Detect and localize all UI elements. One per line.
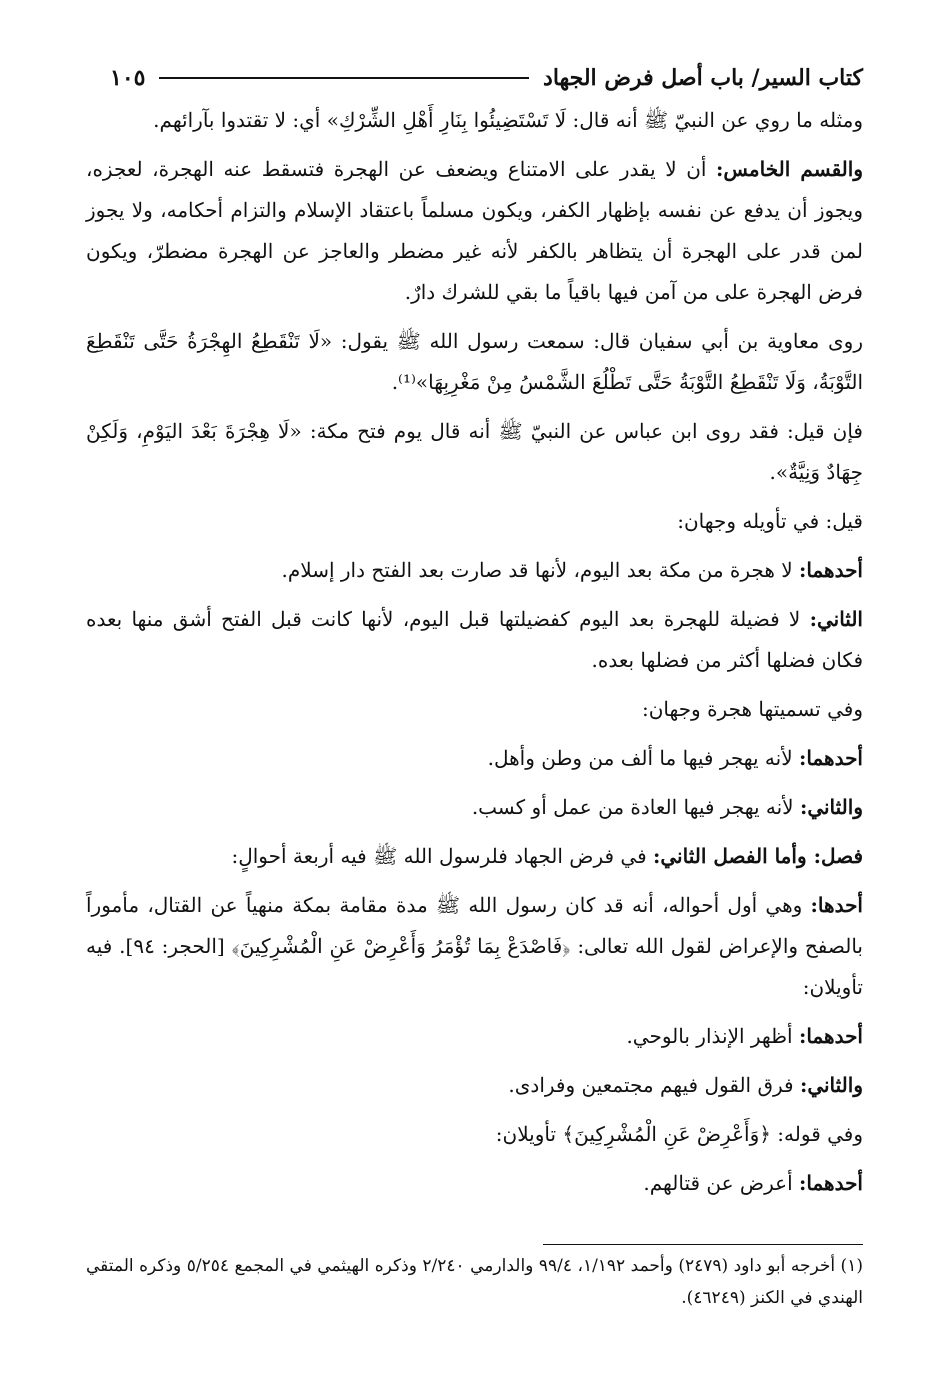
paragraph-lead: فصل: وأما الفصل الثاني: [653,844,863,868]
page-body [86,100,863,1212]
paragraph-text: في فرض الجهاد فلرسول الله ﷺ فيه أربعة أحوالٍ: [231,844,653,868]
paragraph [86,1016,863,1057]
paragraph-text: أن لا يقدر على الامتناع ويضعف عن الهجرة فتسقط عنه الهجرة، لعجزه، ويجوز أن يدفع عن نفسه بإظهار الكفر، ويكون مسلماً باعتقاد الإسلام والتزام أحكامه، ولا يجوز لمن قدر على الهجرة أن يتظاهر بالكفر لأنه غير مضطر والعاجز عن الهجرة مضطرّ، ويكون فرض الهجرة على من آمن فيها باقياً ما بقي للشرك دارٌ. [86,157,863,304]
paragraph-text: لا فضيلة للهجرة بعد اليوم كفضيلتها قبل اليوم، لأنها كانت قبل الفتح أشق منها بعده فكان فضلها أكثر من فضلها بعده. [86,607,863,672]
paragraph [86,885,863,1008]
paragraph [86,738,863,779]
paragraph-lead: والثاني: [799,795,863,819]
paragraph-text: قيل: في تأويله وجهان: [677,509,863,533]
paragraph-text: أعرض عن قتالهم. [643,1171,799,1195]
paragraph-text: فإن قيل: فقد روى ابن عباس عن النبيّ ﷺ أنه قال يوم فتح مكة: «لَا هِجْرَةَ بَعْدَ اليَوْمِ، وَلَكِنْ جِهَادٌ وَنِيَّةٌ». [86,419,863,484]
paragraph [86,321,863,403]
paragraph-lead: أحدهما: [798,746,863,770]
paragraph [86,836,863,877]
paragraph [86,411,863,493]
paragraph [86,100,863,141]
paragraph-text: وفي قوله: ﴿وَأَعْرِضْ عَنِ الْمُشْرِكِينَ﴾ تأويلان: [495,1122,863,1146]
paragraph-lead: والثاني: [799,1073,863,1097]
paragraph [86,689,863,730]
paragraph-text: روى معاوية بن أبي سفيان قال: سمعت رسول الله ﷺ يقول: «لَا تَنْقَطِعُ الهِجْرَةُ حَتَّى تَنْقَطِعَ التَّوْبَةُ، وَلَا تَنْقَطِعُ التَّوْبَةُ حَتَّى تَطْلُعَ الشَّمْسُ مِنْ مَغْرِبِهَا»⁽¹⁾. [86,329,863,394]
paragraph [86,787,863,828]
paragraph-lead: أحدها: [810,893,863,917]
paragraph-text: وفي تسميتها هجرة وجهان: [641,697,863,721]
paragraph-text: لأنه يهجر فيها العادة من عمل أو كسب. [471,795,800,819]
paragraph [86,599,863,681]
paragraph-text: وهي أول أحواله، أنه قد كان رسول الله ﷺ مدة مقامة بمكة منهياً عن القتال، مأموراً بالصفح والإعراض لقول الله تعالى: ﴿فَاصْدَعْ بِمَا تُؤْمَرُ وَأَعْرِضْ عَنِ الْمُشْرِكِينَ﴾ [الحجر: ٩٤]. فيه تأويلان: [86,893,863,999]
footnote: (١) أخرجه أبو داود (٢٤٧٩) وأحمد ١/١٩٢، ٩٩/٤ والدارمي ٢/٢٤٠ وذكره الهيثمي في المجمع ٥/٢٥٤ وذكره المتقي الهندي في الكنز (٤٦٢٤٩). [86,1256,863,1308]
paragraph-text: لا هجرة من مكة بعد اليوم، لأنها قد صارت بعد الفتح دار إسلام. [281,558,799,582]
paragraph [86,1114,863,1155]
paragraph [86,1163,863,1204]
paragraph-text: ومثله ما روي عن النبيّ ﷺ أنه قال: لَا تَسْتَضِيئُوا بِنَارِ أَهْلِ الشِّرْكِ» أي: لا تقتدوا بآرائهم. [153,108,863,132]
paragraph-lead: أحدهما: [798,1024,863,1048]
paragraph-lead: والقسم الخامس: [716,157,863,181]
paragraph-text: فرق القول فيهم مجتمعين وفرادى. [508,1073,800,1097]
paragraph [86,550,863,591]
paragraph [86,501,863,542]
paragraph [86,149,863,313]
header-rule [159,77,529,79]
page-number: ١٠٥ [110,65,146,91]
running-header [110,58,863,98]
paragraph-text: أظهر الإنذار بالوحي. [626,1024,799,1048]
footnote-rule [543,1244,863,1245]
paragraph-lead: أحدهما: [798,1171,863,1195]
paragraph-lead: الثاني: [809,607,863,631]
paragraph-text: لأنه يهجر فيها ما ألف من وطن وأهل. [487,746,799,770]
header-title: كتاب السير/ باب أصل فرض الجهاد [543,65,863,91]
paragraph-lead: أحدهما: [798,558,863,582]
paragraph [86,1065,863,1106]
